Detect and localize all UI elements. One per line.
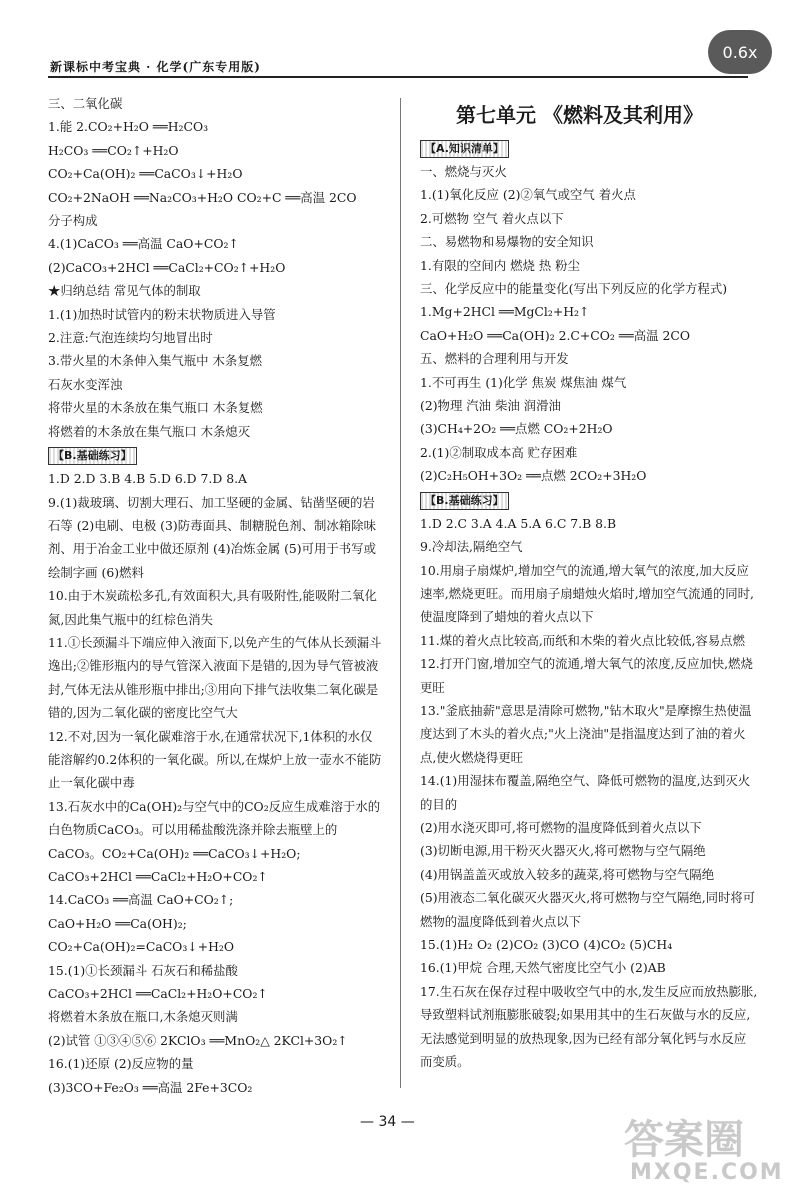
answer-line: (2)用水浇灭即可,将可燃物的温度降低到着火点以下 xyxy=(420,819,702,835)
answer-line: CO₂+Ca(OH)₂=CaCO₃↓+H₂O xyxy=(48,939,235,955)
answer-line: 将带火星的木条放在集气瓶口 木条复燃 xyxy=(48,400,263,416)
answer-line: 分子构成 xyxy=(48,213,98,229)
watermark-logo: 答案圈 xyxy=(624,1117,744,1163)
answer-line: 4.(1)CaCO₃ ══高温 CaO+CO₂↑ xyxy=(48,236,239,252)
answer-line: 15.(1)①长颈漏斗 石灰石和稀盐酸 xyxy=(48,962,238,978)
header-rule xyxy=(48,76,748,78)
answer-line: 9.冷却法,隔绝空气 xyxy=(420,539,523,555)
answer-line: 11.煤的着火点比较高,而纸和木柴的着火点比较低,容易点燃 xyxy=(420,632,745,648)
answer-line: (4)用锅盖盖灭或放入较多的蔬菜,将可燃物与空气隔绝 xyxy=(420,866,715,882)
answer-line: 14.(1)用湿抹布覆盖,隔绝空气、降低可燃物的温度,达到灭火的目的 xyxy=(420,773,751,812)
answer-line: 16.(1)还原 (2)反应物的量 xyxy=(48,1056,194,1072)
answer-line: (5)用液态二氧化碳灭火器灭火,将可燃物与空气隔绝,同时将可燃物的温度降低到着火点以下 xyxy=(420,890,756,929)
answer-line: CaO+H₂O ══Ca(OH)₂; xyxy=(48,915,187,931)
answer-line: 15.(1)H₂ O₂ (2)CO₂ (3)CO (4)CO₂ (5)CH₄ xyxy=(420,937,673,952)
answer-line: 13.石灰水中的Ca(OH)₂与空气中的CO₂反应生成难溶于水的白色物质CaCO₃。可以用稀盐酸洗涤并除去瓶壁上的CaCO₃。CO₂+Ca(OH)₂ ══CaCO₃↓+H₂O; CaCO₃+2HCl ══CaCl₂+H₂O+CO₂↑ xyxy=(48,798,381,884)
right-column xyxy=(420,92,758,1073)
running-header: 新课标中考宝典 · 化学(广东专用版) xyxy=(50,60,261,74)
answer-line: ★归纳总结 常见气体的制取 xyxy=(48,283,201,299)
section-heading xyxy=(48,443,382,467)
section-tag: 【A.知识清单】 xyxy=(420,140,509,158)
answer-line: (3)CH₄+2O₂ ══点燃 CO₂+2H₂O xyxy=(420,421,613,437)
right-column-body xyxy=(420,136,758,1073)
section-tag: 【B.基础练习】 xyxy=(48,447,137,465)
answer-line: 1.不可再生 (1)化学 焦炭 煤焦油 煤气 xyxy=(420,374,627,390)
column-divider xyxy=(400,98,401,1088)
answer-line: 14.CaCO₃ ══高温 CaO+CO₂↑; xyxy=(48,892,234,908)
section-tag: 【B.基础练习】 xyxy=(420,492,509,510)
answer-line: 10.由于木炭疏松多孔,有效面积大,具有吸附性,能吸附二氧化氮,因此集气瓶中的红棕色消失 xyxy=(48,588,377,627)
answer-line: 11.①长颈漏斗下端应伸入液面下,以免产生的气体从长颈漏斗逸出;②锥形瓶内的导气管深入液面下是错的,因为导气管被液封,气体无法从锥形瓶中排出;③用向下排气法收集二氧化碳是错的,因为二氧化碳的密度比空气大 xyxy=(48,634,382,721)
answer-line: 3.带火星的木条伸入集气瓶中 木条复燃 xyxy=(48,353,263,369)
answer-line: 1.(1)加热时试管内的粉末状物质进入导管 xyxy=(48,306,276,322)
answer-line: 10.用扇子扇煤炉,增加空气的流通,增大氧气的浓度,加大反应速率,燃烧更旺。而用扇子扇蜡烛火焰时,增加空气流通的同时,使温度降到了蜡烛的着火点以下 xyxy=(420,562,754,625)
unit-title: 第七单元 《燃料及其利用》 xyxy=(456,103,703,127)
answer-line: 五、燃料的合理利用与开发 xyxy=(420,351,569,367)
answer-line: (3)3CO+Fe₂O₃ ══高温 2Fe+3CO₂ xyxy=(48,1079,253,1095)
answer-line: 2.(1)②制取成本高 贮存困难 xyxy=(420,444,578,460)
left-column xyxy=(48,92,382,1099)
answer-line: 2.注意:气泡连续均匀地冒出时 xyxy=(48,330,213,346)
answer-line: 将燃着的木条放在集气瓶口 木条熄灭 xyxy=(48,423,251,439)
answer-line: 1.能 2.CO₂+H₂O ══H₂CO₃ xyxy=(48,119,209,135)
answer-line: 9.(1)裁玻璃、切割大理石、加工坚硬的金属、钻凿坚硬的岩石等 (2)电刷、电极 (3)防毒面具、制糖脱色剂、制冰箱除味剂、用于冶金工业中做还原剂 (4)冶炼金属 (5)可用于书写或绘制字画 (6)燃料 xyxy=(48,494,376,580)
watermark-url: MXQE.COM xyxy=(630,1160,784,1185)
section-heading xyxy=(420,136,758,160)
answer-line: 17.生石灰在保存过程中吸收空气中的水,发生反应而放热膨胀,导致塑料试剂瓶膨胀破裂;如果用其中的生石灰做与水的反应,无法感觉到明显的放热现象,因为已经有部分氧化钙与水反应而变质。 xyxy=(420,983,758,1070)
section-heading xyxy=(420,488,758,512)
answer-line: (2)试管 ①③④⑤⑥ 2KClO₃ ══MnO₂△ 2KCl+3O₂↑ xyxy=(48,1032,348,1048)
answer-line: 12.不对,因为一氧化碳难溶于水,在通常状况下,1体积的水仅能溶解约0.2体积的一氧化碳。所以,在煤炉上放一壶水不能防止一氧化碳中毒 xyxy=(48,728,382,791)
answer-line: CaO+H₂O ══Ca(OH)₂ 2.C+CO₂ ══高温 2CO xyxy=(420,327,690,343)
answer-line: H₂CO₃ ══CO₂↑+H₂O xyxy=(48,142,179,158)
answer-line: 三、化学反应中的能量变化(写出下列反应的化学方程式) xyxy=(420,281,728,297)
answer-line: 2.可燃物 空气 着火点以下 xyxy=(420,210,564,226)
answer-line: 二、易燃物和易爆物的安全知识 xyxy=(420,234,594,250)
answer-line: 石灰水变浑浊 xyxy=(48,376,123,392)
answer-line: (2)物理 汽油 柴油 润滑油 xyxy=(420,398,561,414)
answer-line: 将燃着木条放在瓶口,木条熄灭则满 xyxy=(48,1009,238,1025)
answer-line: 12.打开门窗,增加空气的流通,增大氧气的浓度,反应加快,燃烧更旺 xyxy=(420,656,753,695)
answer-line: 1.(1)氧化反应 (2)②氧气或空气 着火点 xyxy=(420,187,636,203)
answer-line: CaCO₃+2HCl ══CaCl₂+H₂O+CO₂↑ xyxy=(48,986,268,1002)
page-number: — 34 — xyxy=(360,1114,415,1130)
answer-line: (3)切断电源,用干粉灭火器灭火,将可燃物与空气隔绝 xyxy=(420,843,706,859)
answer-line: 1.D 2.C 3.A 4.A 5.A 6.C 7.B 8.B xyxy=(420,515,617,531)
answer-line: 1.有限的空间内 燃烧 热 粉尘 xyxy=(420,257,580,273)
answer-line: 16.(1)甲烷 合理,天然气密度比空气小 (2)AB xyxy=(420,960,666,976)
answer-line: 三、二氧化碳 xyxy=(48,96,123,111)
answer-line: CO₂+Ca(OH)₂ ══CaCO₃↓+H₂O xyxy=(48,166,243,182)
zoom-indicator[interactable]: 0.6x xyxy=(708,30,772,74)
answer-line: 一、燃烧与灭火 xyxy=(420,164,507,179)
answer-line: (2)C₂H₅OH+3O₂ ══点燃 2CO₂+3H₂O xyxy=(420,468,647,484)
answer-line: CO₂+2NaOH ══Na₂CO₃+H₂O CO₂+C ══高温 2CO xyxy=(48,189,357,205)
answer-line: 1.Mg+2HCl ══MgCl₂+H₂↑ xyxy=(420,304,590,320)
answer-line: 13."釜底抽薪"意思是清除可燃物,"钻木取火"是摩擦生热使温度达到了木头的着火点;"火上浇油"是指温度达到了油的着火点,使火燃烧得更旺 xyxy=(420,702,752,765)
answer-line: (2)CaCO₃+2HCl ══CaCl₂+CO₂↑+H₂O xyxy=(48,259,286,275)
answer-line: 1.D 2.D 3.B 4.B 5.D 6.D 7.D 8.A xyxy=(48,471,247,487)
